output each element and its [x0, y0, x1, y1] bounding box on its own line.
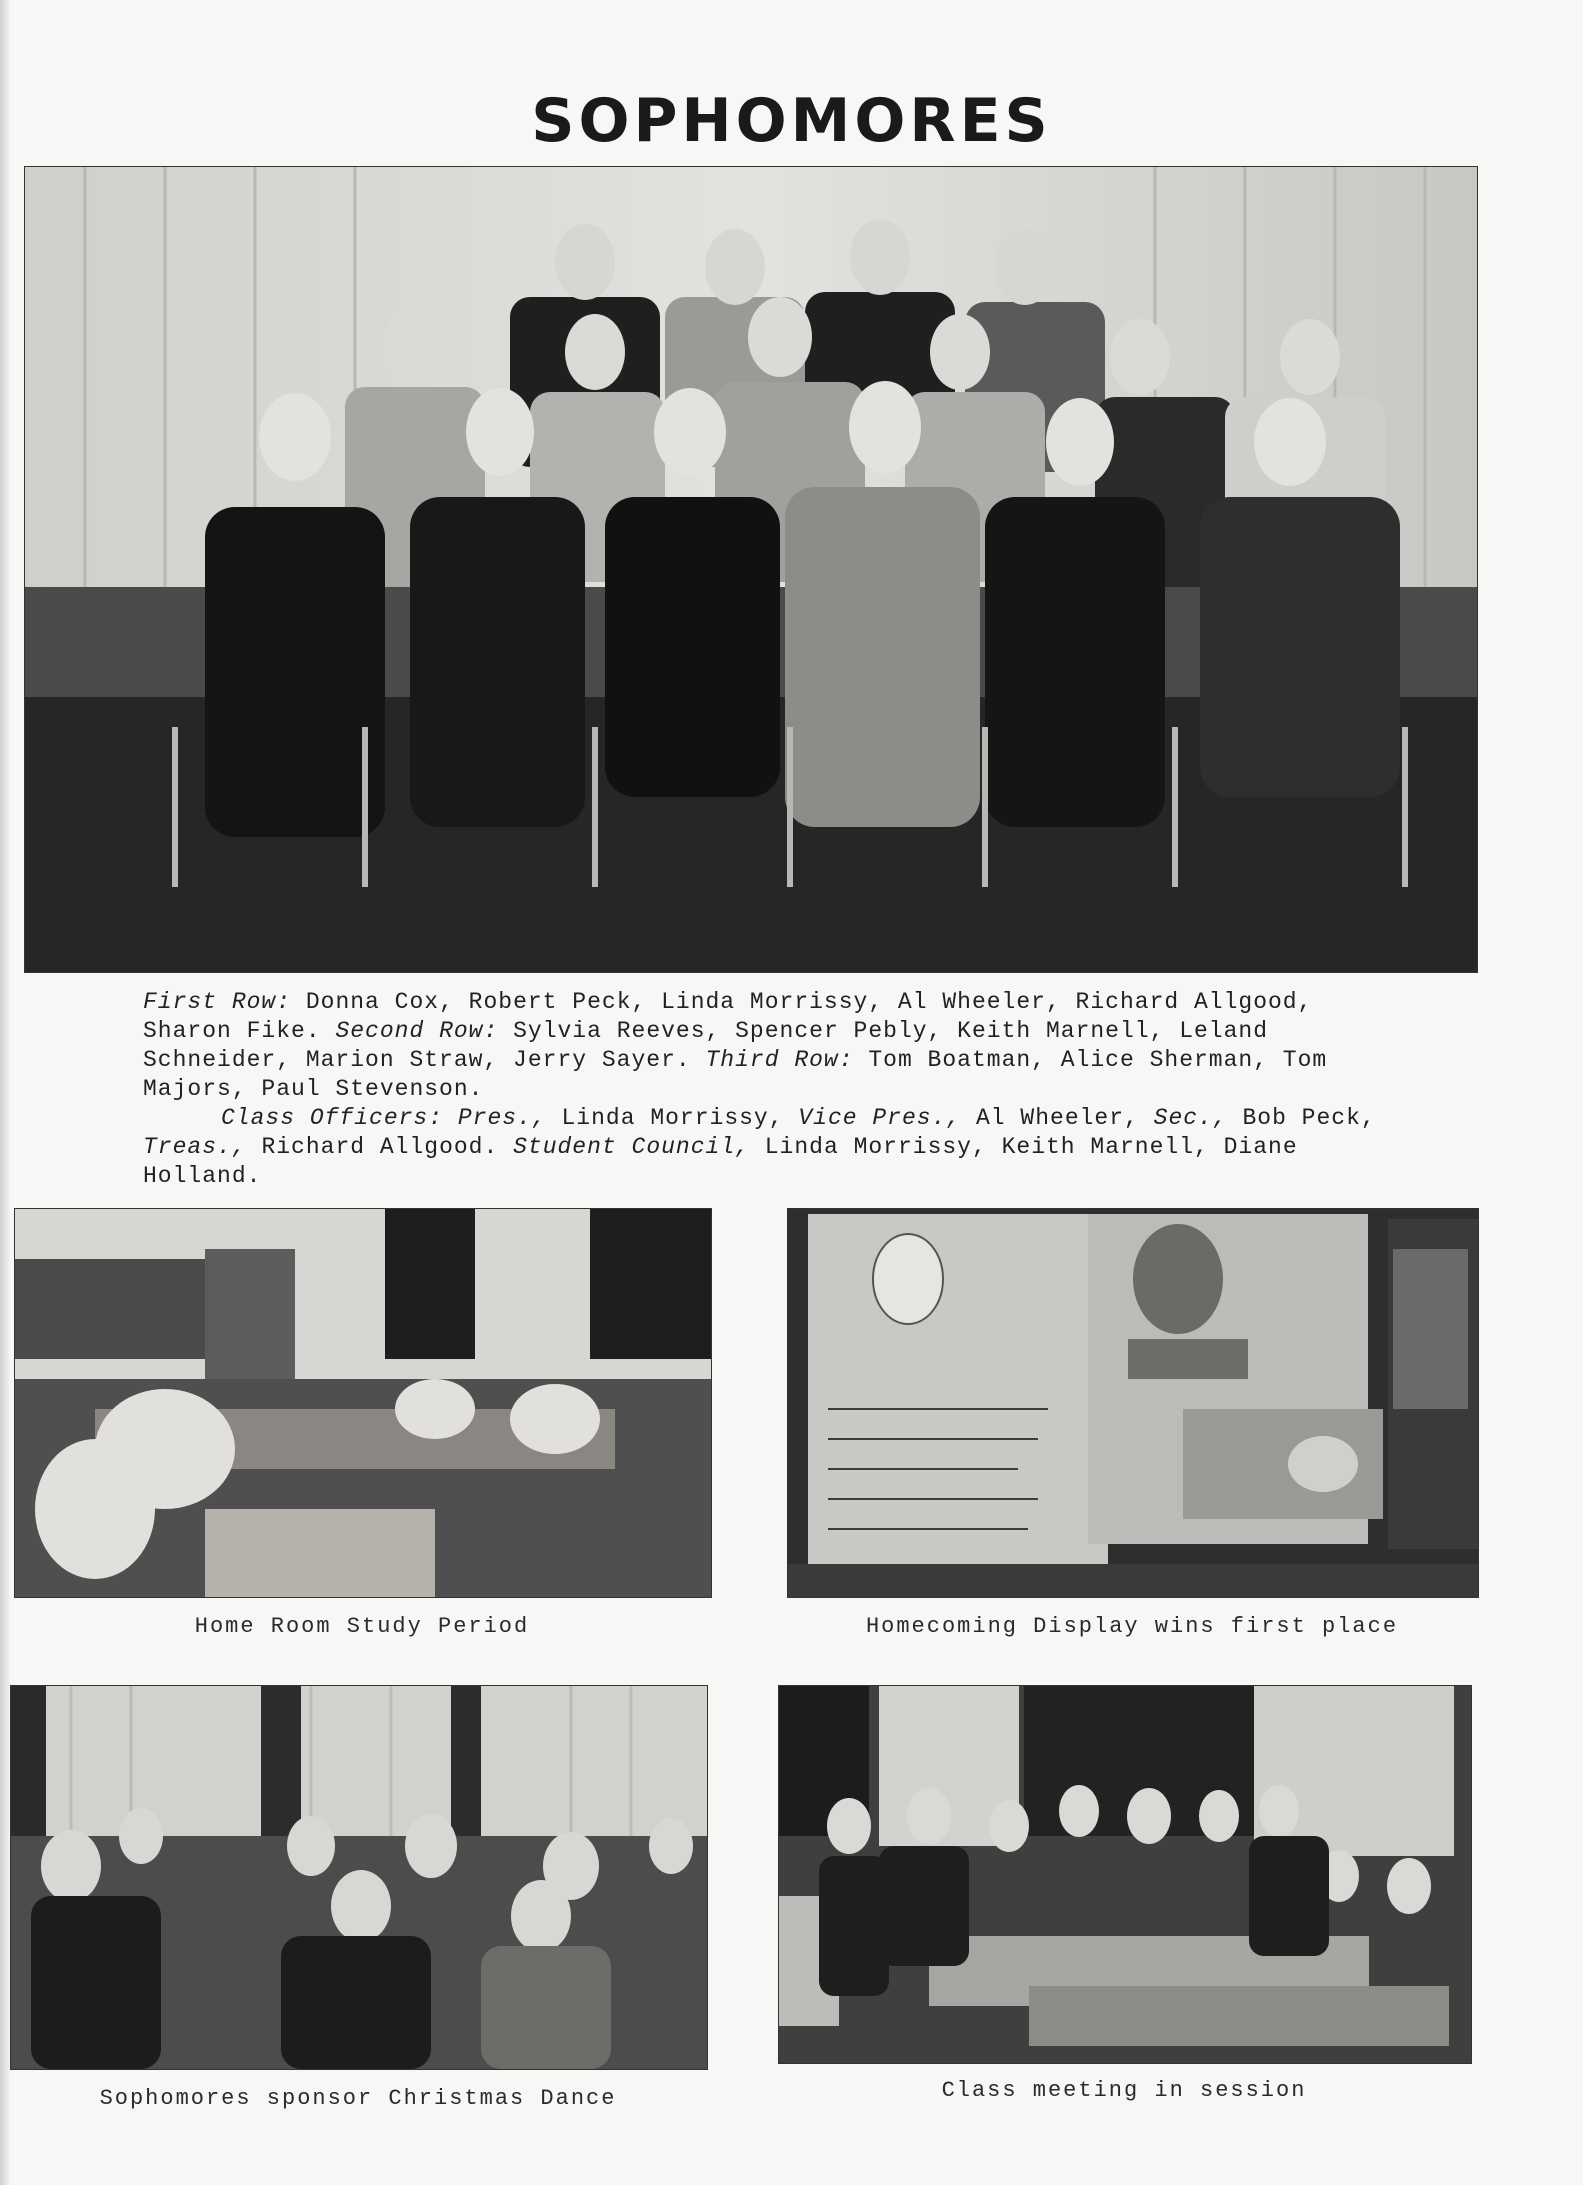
christmas-dance-caption: Sophomores sponsor Christmas Dance [99, 2086, 617, 2111]
page-title: SOPHOMORES [531, 86, 1052, 156]
sec-label: Sec., [1153, 1105, 1228, 1131]
page-edge-shadow [0, 0, 10, 2185]
pres-label: Pres., [457, 1105, 547, 1131]
council-label: Student Council, [513, 1134, 750, 1160]
pres-name: Linda Morrissy, [561, 1105, 784, 1131]
class-photo-caption [143, 988, 1383, 1191]
vice-name: Al Wheeler, [976, 1105, 1139, 1131]
home-room-photo [14, 1208, 712, 1598]
caption-officers [143, 1104, 1383, 1191]
third-row-label: Third Row: [705, 1047, 854, 1073]
class-meeting-photo [778, 1685, 1472, 2064]
homecoming-display-photo [787, 1208, 1479, 1598]
class-group-photo [24, 166, 1478, 973]
homecoming-caption: Homecoming Display wins first place [865, 1614, 1399, 1639]
treas-name: Richard Allgood. [261, 1134, 499, 1160]
christmas-dance-photo [10, 1685, 708, 2070]
council-names: Linda Morrissy, Keith Marnell, Diane Holland. [143, 1134, 1298, 1189]
second-row-names: Sylvia Reeves, Spencer Pebly, Keith Marnell, Leland Schneider, Marion Straw, Jerry Sayer. [143, 1018, 1269, 1073]
officers-label: Class Officers: [221, 1105, 444, 1131]
first-row-names: Donna Cox, Robert Peck, Linda Morrissy, Al Wheeler, Richard Allgood, Sharon Fike. [143, 989, 1313, 1044]
caption-rows [143, 988, 1383, 1104]
second-row-label: Second Row: [335, 1018, 499, 1044]
vice-label: Vice Pres., [798, 1105, 962, 1131]
treas-label: Treas., [143, 1134, 247, 1160]
first-row-label: First Row: [143, 989, 292, 1015]
third-row-names: Tom Boatman, Alice Sherman, Tom Majors, Paul Stevenson. [143, 1047, 1328, 1102]
class-meeting-caption: Class meeting in session [941, 2078, 1307, 2103]
home-room-caption: Home Room Study Period [194, 1614, 530, 1639]
sec-name: Bob Peck, [1242, 1105, 1376, 1131]
